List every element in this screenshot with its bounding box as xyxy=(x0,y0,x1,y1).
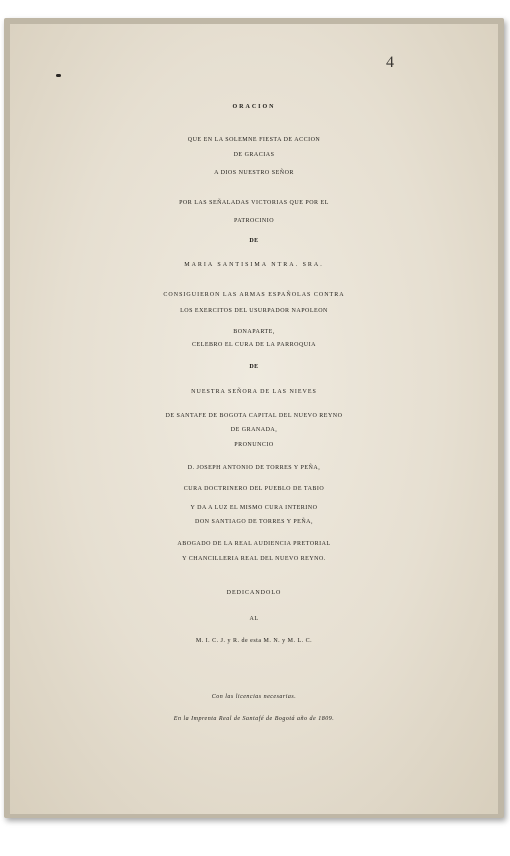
subtitle-line-1: QUE EN LA SOLEMNE FIESTA DE ACCION xyxy=(187,137,321,143)
title-page xyxy=(10,24,498,814)
santafe-line: DE SANTAFE DE BOGOTA CAPITAL DEL NUEVO REYNO xyxy=(165,413,343,419)
chancilleria-line: Y CHANCILLERIA REAL DEL NUEVO REYNO. xyxy=(182,556,326,562)
licencias-line: Con las licencias necesarias. xyxy=(211,694,297,700)
dedicatee-line: M. I. C. J. y R. de esta M. N. y M. L. C. xyxy=(195,638,313,644)
subtitle-line-2: DE GRACIAS xyxy=(233,152,275,158)
patrocinio-line: PATROCINIO xyxy=(233,218,275,224)
maria-line: MARIA SANTISIMA NTRA. SRA. xyxy=(184,262,324,268)
title: ORACION xyxy=(232,104,276,110)
page-number: 4 xyxy=(386,54,394,71)
pronuncio-line: PRONUNCIO xyxy=(234,442,274,448)
granada-line: DE GRANADA, xyxy=(230,427,278,433)
cura-line: CURA DOCTRINERO DEL PUEBLO DE TABIO xyxy=(183,486,325,492)
imprint-line: En la Imprenta Real de Santafé de Bogotá año de 1809. xyxy=(173,716,335,722)
da-luz-line: Y DA A LUZ EL MISMO CURA INTERINO xyxy=(190,505,318,511)
heading-dios: A DIOS NUESTRO SEÑOR xyxy=(214,170,294,176)
de-line-1: DE xyxy=(249,238,259,244)
exercitos-line: LOS EXERCITOS DEL USURPADOR NAPOLEON xyxy=(180,308,328,314)
nuestra-senora-line: NUESTRA SEÑORA DE LAS NIEVES xyxy=(191,389,317,395)
bonaparte-line: BONAPARTE, xyxy=(233,329,275,335)
de-line-2: DE xyxy=(249,364,259,370)
victorias-line: POR LAS SEÑALADAS VICTORIAS QUE POR EL xyxy=(179,200,329,206)
al-line: AL xyxy=(249,616,259,622)
dedicandolo-line: DEDICANDOLO xyxy=(226,590,282,596)
abogado-line: ABOGADO DE LA REAL AUDIENCIA PRETORIAL xyxy=(177,541,331,547)
celebro-line: CELEBRO EL CURA DE LA PARROQUIA xyxy=(192,342,316,348)
publisher-line: DON SANTIAGO DE TORRES Y PEÑA, xyxy=(194,519,313,525)
ink-mark xyxy=(56,74,61,77)
armas-line: CONSIGUIERON LAS ARMAS ESPAÑOLAS CONTRA xyxy=(163,292,345,298)
author-line: D. JOSEPH ANTONIO DE TORRES Y PEÑA, xyxy=(187,465,321,471)
